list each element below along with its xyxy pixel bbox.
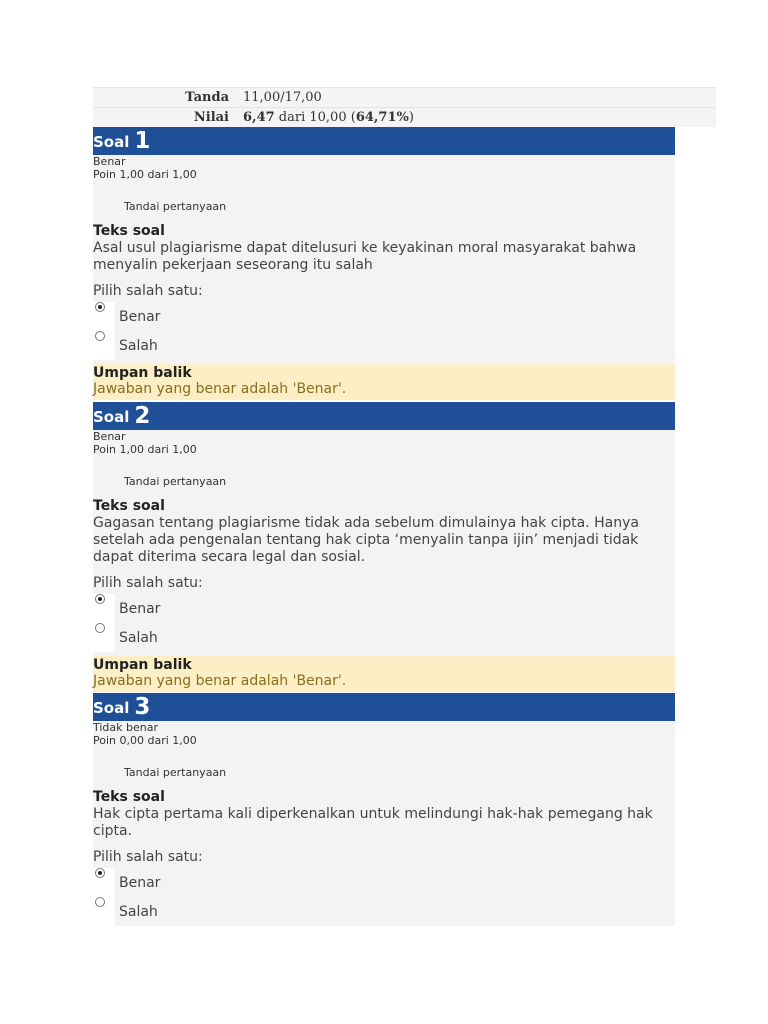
question-text-label: Teks soal [93,498,165,514]
grade-value [241,108,414,127]
question-word: Soal [93,133,130,151]
question-state: Tidak benar [93,721,159,734]
question-grade: Poin 1,00 dari 1,00 [93,443,197,456]
answer-option-benar[interactable] [93,594,675,623]
question-body [93,430,675,692]
option-label: Benar [119,309,161,325]
question-number: 2 [134,403,151,429]
question-text: Hak cipta pertama kali diperkenalkan untuk melindungi hak-hak pemegang hak cipta. [93,806,653,839]
radio-selected-icon[interactable] [95,868,105,878]
feedback-text: Jawaban yang benar adalah 'Benar'. [93,673,347,689]
option-label: Benar [119,875,161,891]
question-header [93,402,675,430]
question-grade: Poin 0,00 dari 1,00 [93,734,197,747]
answer-prompt: Pilih salah satu: [93,283,203,299]
question-word: Soal [93,408,130,426]
radio-unselected-icon[interactable] [95,897,105,907]
answer-option-benar[interactable] [93,302,675,331]
grade-mid: dari 10,00 ( [274,110,356,125]
question-header [93,127,675,155]
question-word: Soal [93,699,130,717]
feedback-title: Umpan balik [93,365,192,381]
question-header [93,693,675,721]
question-body [93,155,675,400]
feedback-box [93,364,675,400]
grade-percent: 64,71% [355,110,409,125]
grade-score: 6,47 [243,110,275,125]
answer-prompt: Pilih salah satu: [93,575,203,591]
radio-unselected-icon[interactable] [95,331,105,341]
question-state: Benar [93,155,126,168]
answer-option-salah[interactable] [93,623,675,652]
question-body [93,721,675,926]
option-label: Salah [119,904,158,920]
question-state: Benar [93,430,126,443]
option-label: Salah [119,630,158,646]
feedback-box [93,656,675,692]
radio-unselected-icon[interactable] [95,623,105,633]
question-text-label: Teks soal [93,223,165,239]
answer-option-salah[interactable] [93,897,675,926]
summary-row-marks [93,87,716,107]
marks-value: 11,00/17,00 [243,90,322,105]
question-number: 1 [134,128,151,154]
question-1 [93,127,675,400]
feedback-text: Jawaban yang benar adalah 'Benar'. [93,381,347,397]
feedback-title: Umpan balik [93,657,192,673]
answer-option-salah[interactable] [93,331,675,360]
review-summary-table [93,87,716,127]
question-2 [93,402,675,692]
question-text: Asal usul plagiarisme dapat ditelusuri ke keyakinan moral masyarakat bahwa menyalin pekerjaan seseorang itu salah [93,240,637,273]
answer-prompt: Pilih salah satu: [93,849,203,865]
question-grade: Poin 1,00 dari 1,00 [93,168,197,181]
flag-question-link[interactable]: Tandai pertanyaan [124,475,227,488]
option-label: Benar [119,601,161,617]
flag-question-link[interactable]: Tandai pertanyaan [124,200,227,213]
grade-end: ) [408,110,414,125]
marks-label: Tanda [185,90,229,105]
question-text: Gagasan tentang plagiarisme tidak ada sebelum dimulainya hak cipta. Hanya setelah ada pengenalan tentang hak cipta ‘menyalin tanpa ijin’ menjadi tidak dapat diterima secara legal dan sosial. [93,515,639,565]
grade-label: Nilai [193,110,229,125]
radio-selected-icon[interactable] [95,302,105,312]
question-number: 3 [134,694,151,720]
question-text-label: Teks soal [93,789,165,805]
flag-question-link[interactable]: Tandai pertanyaan [124,766,227,779]
option-label: Salah [119,338,158,354]
radio-selected-icon[interactable] [95,594,105,604]
question-3 [93,693,675,926]
summary-row-grade [93,107,716,127]
answer-option-benar[interactable] [93,868,675,897]
